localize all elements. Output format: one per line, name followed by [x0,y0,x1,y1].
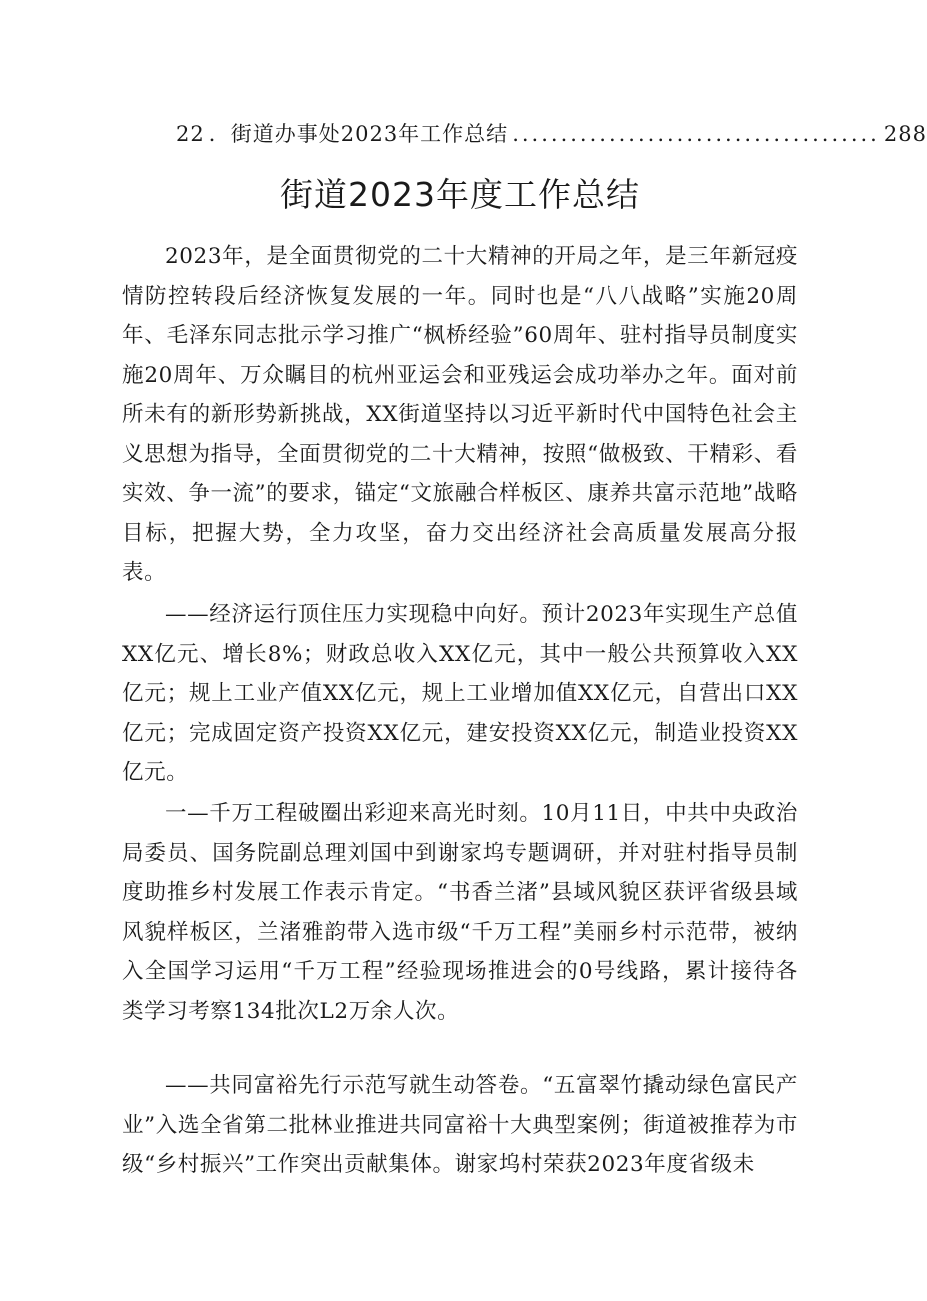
toc-leader-dots: ...................................... [512,122,880,146]
document-title: 街道2023年度工作总结 [280,175,640,214]
paragraph-common-prosperity: ——共同富裕先行示范写就生动答卷。“五富翠竹撬动绿色富民产业”入选全省第二批林业推进共同富裕十大典型案例；街道被推荐为市级“乡村振兴”工作突出贡献集体。谢家坞村荣获2023年度省级未 [122,1073,798,1177]
toc-entry-title: ．街道办事处2023年工作总结 [208,122,509,146]
paragraph-economy: ——经济运行顶住压力实现稳中向好。预计2023年实现生产总值XX亿元、增长8%；财政总收入XX亿元，其中一般公共预算收入XX亿元；规上工业产值XX亿元，规上工业增加值XX亿元，自营出口XX亿元；完成固定资产投资XX亿元，建安投资XX亿元，制造业投资XX亿元。 [122,602,798,785]
toc-entry[interactable] [176,118,927,152]
toc-entry-number: 22 [176,122,205,146]
toc-entry-page-number: 288 [883,122,927,146]
paragraph-qianwan-project: 一—千万工程破圈出彩迎来高光时刻。10月11日，中共中央政治局委员、国务院副总理刘国中到谢家坞专题调研，并对驻村指导员制度助推乡村发展工作表示肯定。“书香兰渚”县域风貌区获评省级县域风貌样板区，兰渚雅韵带入选市级“千万工程”美丽乡村示范带，被纳入全国学习运用“千万工程”经验现场推进会的0号线路，累计接待各类学习考察134批次L2万余人次。 [122,801,798,1024]
paragraph-intro: 2023年，是全面贯彻党的二十大精神的开局之年，是三年新冠疫情防控转段后经济恢复发展的一年。同时也是“八八战略”实施20周年、毛泽东同志批示学习推广“枫桥经验”60周年、驻村指导员制度实施20周年、万众瞩目的杭州亚运会和亚残运会成功举办之年。面对前所未有的新形势新挑战，XX街道坚持以习近平新时代中国特色社会主义思想为指导，全面贯彻党的二十大精神，按照“做极致、干精彩、看实效、争一流”的要求，锚定“文旅融合样板区、康养共富示范地”战略目标，把握大势，全力攻坚，奋力交出经济社会高质量发展高分报表。 [122,244,798,585]
